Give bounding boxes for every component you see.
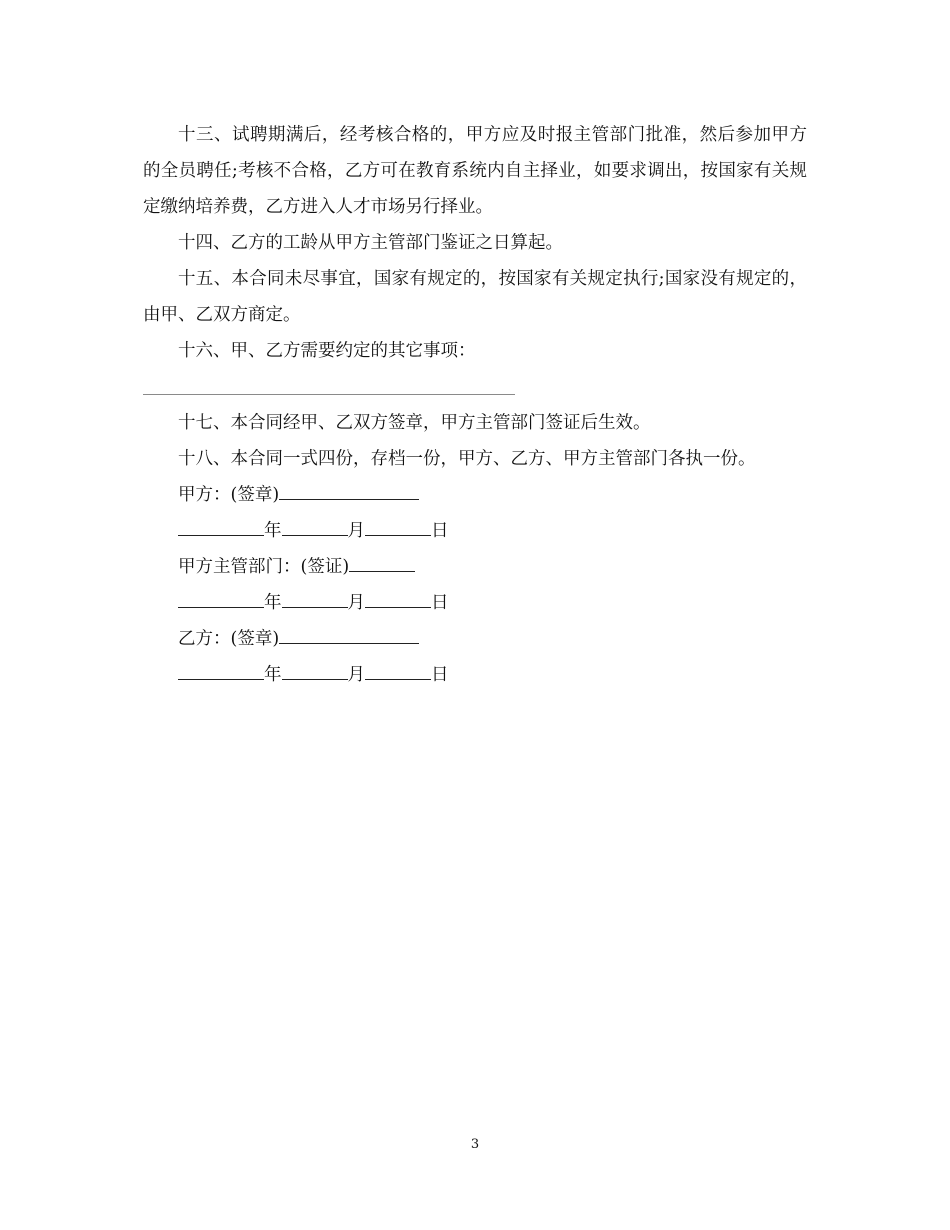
day-blank bbox=[365, 659, 431, 680]
fill-in-rule bbox=[143, 394, 515, 395]
party-b-signature bbox=[143, 621, 807, 657]
contract-body bbox=[143, 117, 807, 693]
authority-date bbox=[143, 585, 807, 621]
month-label: 月 bbox=[347, 593, 365, 613]
month-blank bbox=[282, 659, 348, 680]
page-number: 3 bbox=[470, 1137, 480, 1152]
month-blank bbox=[282, 515, 348, 536]
clause-18: 十八、本合同一式四份，存档一份，甲方、乙方、甲方主管部门各执一份。 bbox=[178, 449, 756, 469]
month-label: 月 bbox=[347, 521, 365, 541]
authority-signature bbox=[143, 549, 807, 585]
month-label: 月 bbox=[347, 665, 365, 685]
day-label: 日 bbox=[431, 521, 449, 541]
party-a-date bbox=[143, 513, 807, 549]
party-a-signature-blank bbox=[279, 479, 419, 500]
clause-16: 十六、甲、乙方需要约定的其它事项： bbox=[178, 341, 476, 361]
authority-signature-blank bbox=[349, 551, 415, 572]
clause-15: 十五、本合同未尽事宜，国家有规定的，按国家有关规定执行;国家没有规定的，由甲、乙双方商定。 bbox=[143, 269, 807, 325]
day-blank bbox=[365, 587, 431, 608]
day-label: 日 bbox=[431, 665, 449, 685]
authority-label: 甲方主管部门：(签证) bbox=[178, 557, 350, 577]
party-b-signature-blank bbox=[279, 623, 419, 644]
party-b-label: 乙方：(签章) bbox=[178, 629, 280, 649]
year-label: 年 bbox=[264, 521, 282, 541]
month-blank bbox=[282, 587, 348, 608]
year-label: 年 bbox=[264, 593, 282, 613]
year-blank bbox=[178, 515, 264, 536]
clause-14: 十四、乙方的工龄从甲方主管部门鉴证之日算起。 bbox=[178, 233, 563, 253]
day-blank bbox=[365, 515, 431, 536]
party-a-signature bbox=[143, 477, 807, 513]
year-blank bbox=[178, 659, 264, 680]
clause-13: 十三、试聘期满后，经考核合格的，甲方应及时报主管部门批准，然后参加甲方的全员聘任;考核不合格，乙方可在教育系统内自主择业，如要求调出，按国家有关规定缴纳培养费，乙方进入人才市场另行择业。 bbox=[143, 125, 807, 217]
day-label: 日 bbox=[431, 593, 449, 613]
clause-17: 十七、本合同经甲、乙双方签章，甲方主管部门签证后生效。 bbox=[178, 413, 651, 433]
other-matters-blank bbox=[143, 369, 807, 405]
year-blank bbox=[178, 587, 264, 608]
party-b-date bbox=[143, 657, 807, 693]
party-a-label: 甲方：(签章) bbox=[178, 485, 280, 505]
year-label: 年 bbox=[264, 665, 282, 685]
